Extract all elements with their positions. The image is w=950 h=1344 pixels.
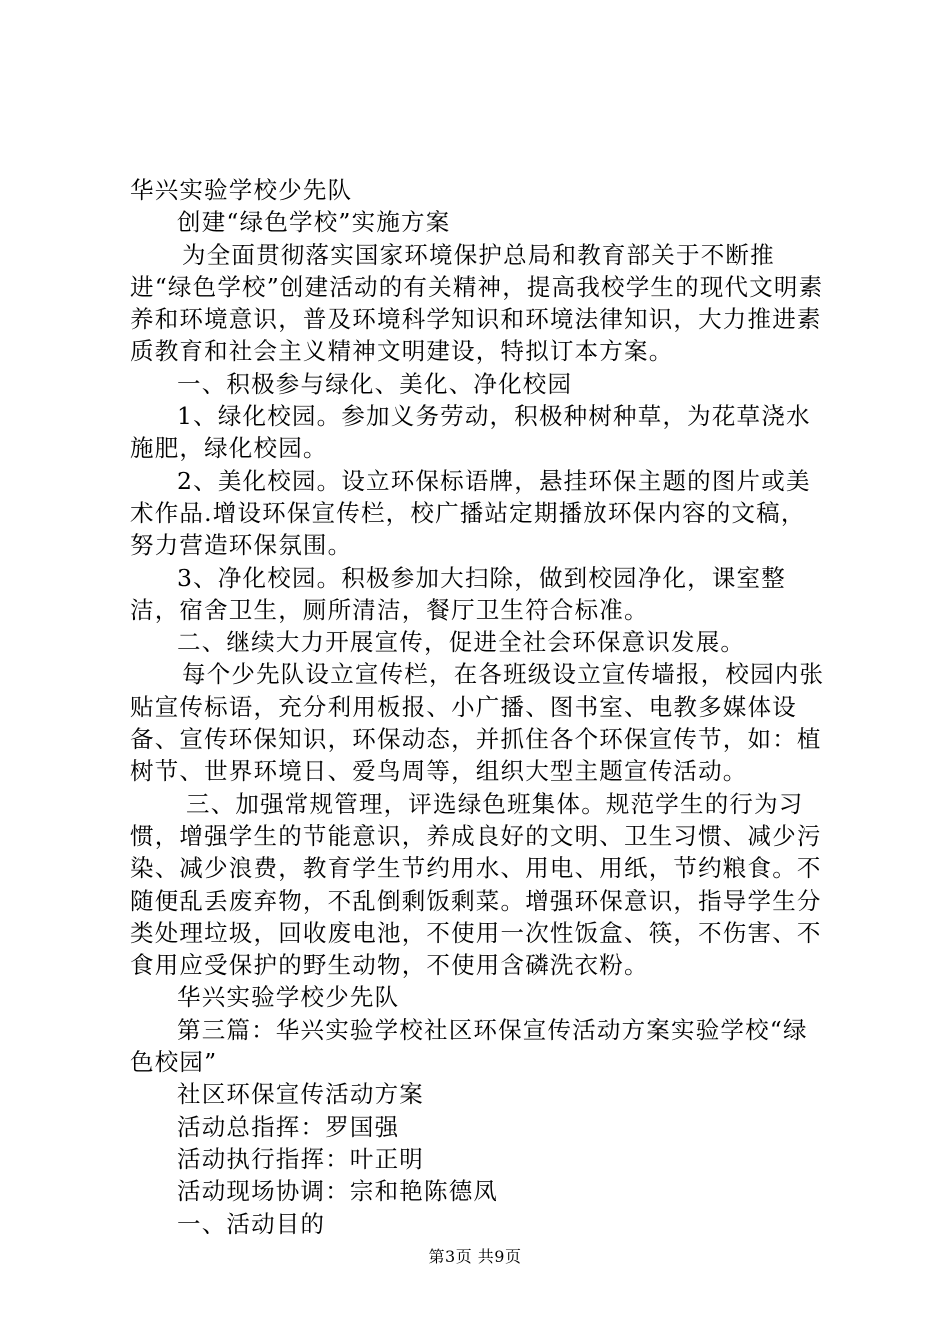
section-heading-1: 一、积极参与绿化、美化、净化校园 (177, 369, 573, 398)
third-article-title: 第三篇：华兴实验学校社区环保宣传活动方案实验学校“绿色校园” (130, 1015, 808, 1077)
org-name-heading: 华兴实验学校少先队 (130, 176, 353, 204)
chief-commander-line: 活动总指挥：罗国强 (177, 1112, 400, 1141)
publicity-paragraph: 每个少先队设立宣传栏，在各班级设立宣传墙报，校园内张贴宣传标语，充分利用板报、小广播、图书室、电教多媒体设备、宣传环保知识，环保动态，并抓住各个环保宣传节，如：植树节、世界环境日、爱鸟周等，组织大型主题宣传活动。 (130, 660, 825, 786)
org-name-signature: 华兴实验学校少先队 (177, 983, 400, 1012)
item-greening: 1、绿化校园。参加义务劳动，积极种树种草，为花草浇水施肥，绿化校园。 (130, 402, 811, 463)
document-body (130, 174, 830, 1240)
item-beautifying: 2、美化校园。设立环保标语牌，悬挂环保主题的图片或美术作品.增设环保宣传栏，校广播站定期播放环保内容的文稿，努力营造环保氛围。 (130, 466, 811, 560)
site-coordinator-line: 活动现场协调：宗和艳陈德凤 (177, 1177, 499, 1206)
intro-paragraph: 为全面贯彻落实国家环境保护总局和教育部关于不断推进“绿色学校”创建活动的有关精神，提高我校学生的现代文明素养和环境意识，普及环境科学知识和环境法律知识，大力推进素质教育和社会主义精神文明建设，特拟订本方案。 (130, 240, 824, 366)
activity-plan-title: 社区环保宣传活动方案 (177, 1080, 424, 1109)
section-heading-2: 二、继续大力开展宣传，促进全社会环保意识发展。 (177, 628, 746, 657)
section-heading-purpose: 一、活动目的 (177, 1209, 326, 1238)
item-cleaning: 3、净化校园。积极参加大扫除，做到校园净化，课室整洁，宿舍卫生，厕所清洁，餐厅卫生符合标准。 (130, 563, 786, 624)
plan-title: 创建“绿色学校”实施方案 (177, 208, 451, 237)
page-number-footer: 第3页 共9页 (428, 1247, 522, 1266)
section-heading-3-paragraph: 三、加强常规管理，评选绿色班集体。规范学生的行为习惯，增强学生的节能意识，养成良好的文明、卫生习惯、减少污染、减少浪费，教育学生节约用水、用电、用纸，节约粮食。不随便乱丢废弃物，不乱倒剩饭剩菜。增强环保意识，指导学生分类处理垃圾，回收废电池，不使用一次性饭盒、筷，不伤害、不食用应受保护的野生动物，不使用含磷洗衣粉。 (130, 789, 822, 980)
executive-commander-line: 活动执行指挥：叶正明 (177, 1144, 424, 1173)
